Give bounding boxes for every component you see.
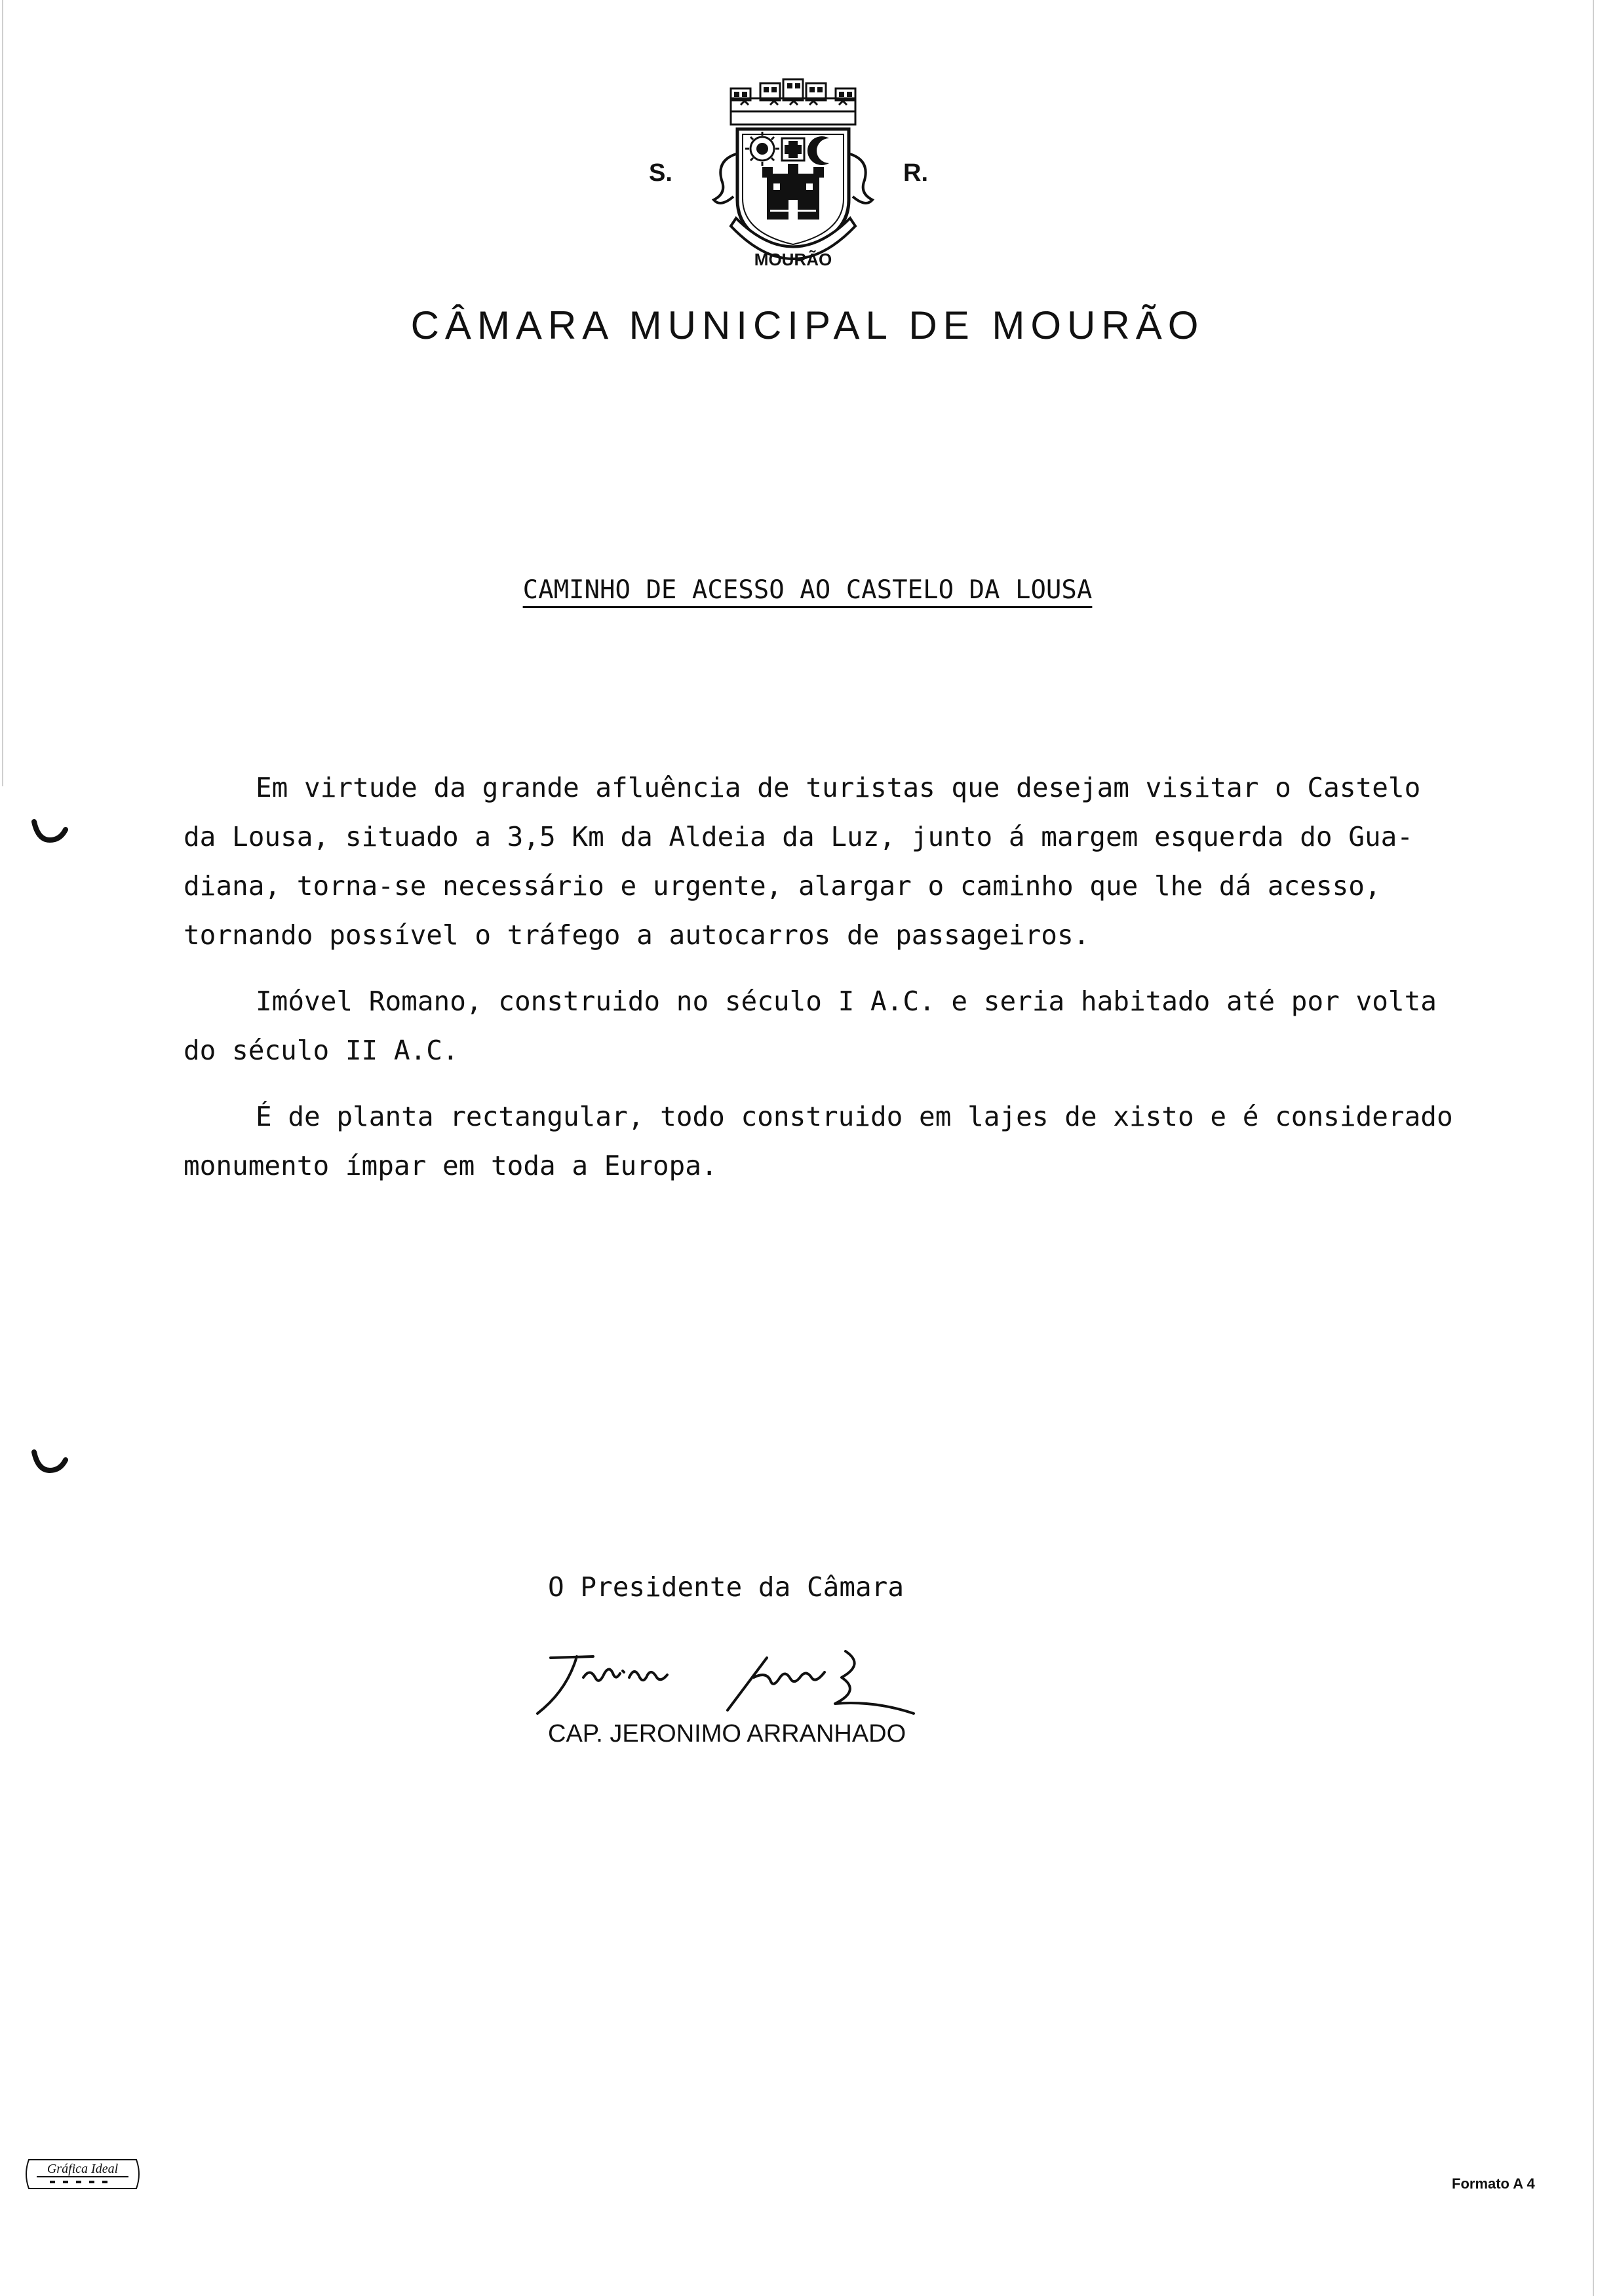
body-line: É de planta rectangular, todo construido em lajes de xisto e é considerado [256, 1101, 1453, 1132]
body-line: do século II A.C. [184, 1035, 459, 1066]
body-line: tornando possível o tráfego a autocarros de passageiros. [184, 919, 1090, 951]
paper-format-label: Formato A 4 [1452, 2175, 1535, 2192]
paragraph-1 [184, 763, 1481, 960]
letterhead-left-initial: S. [649, 159, 672, 187]
municipality-heading: CÂMARA MUNICIPAL DE MOURÃO [410, 303, 1205, 347]
subject-line [0, 575, 1615, 605]
body-line: diana, torna-se necessário e urgente, alargar o caminho que lhe dá acesso, [184, 870, 1381, 902]
municipal-coat-of-arms-seal [705, 75, 882, 288]
signer-name: CAP. JERONIMO ARRANHADO [548, 1720, 906, 1748]
letter-body [184, 763, 1481, 1208]
subject-text: CAMINHO DE ACESSO AO CASTELO DA LOUSA [522, 575, 1093, 605]
printer-stamp-logo [24, 2156, 142, 2192]
body-line: Em virtude da grande afluência de turistas que desejam visitar o Castelo [256, 772, 1421, 803]
closing-title: O Presidente da Câmara [548, 1571, 905, 1603]
punch-hole-mark [31, 1448, 68, 1474]
paragraph-3 [184, 1092, 1481, 1191]
scan-edge-line [2, 0, 3, 786]
body-line: da Lousa, situado a 3,5 Km da Aldeia da Luz, junto á margem esquerda do Gua- [184, 821, 1413, 852]
punch-hole-mark [31, 818, 68, 844]
seal-motto-text: MOURÃO [754, 250, 832, 269]
body-line: Imóvel Romano, construido no século I A.C. e seria habitado até por volta [256, 985, 1437, 1017]
letterhead-right-initial: R. [903, 159, 928, 187]
paragraph-2 [184, 977, 1481, 1075]
body-line: monumento ímpar em toda a Europa. [184, 1150, 718, 1181]
printer-stamp-text: Gráfica Ideal [47, 2162, 119, 2176]
